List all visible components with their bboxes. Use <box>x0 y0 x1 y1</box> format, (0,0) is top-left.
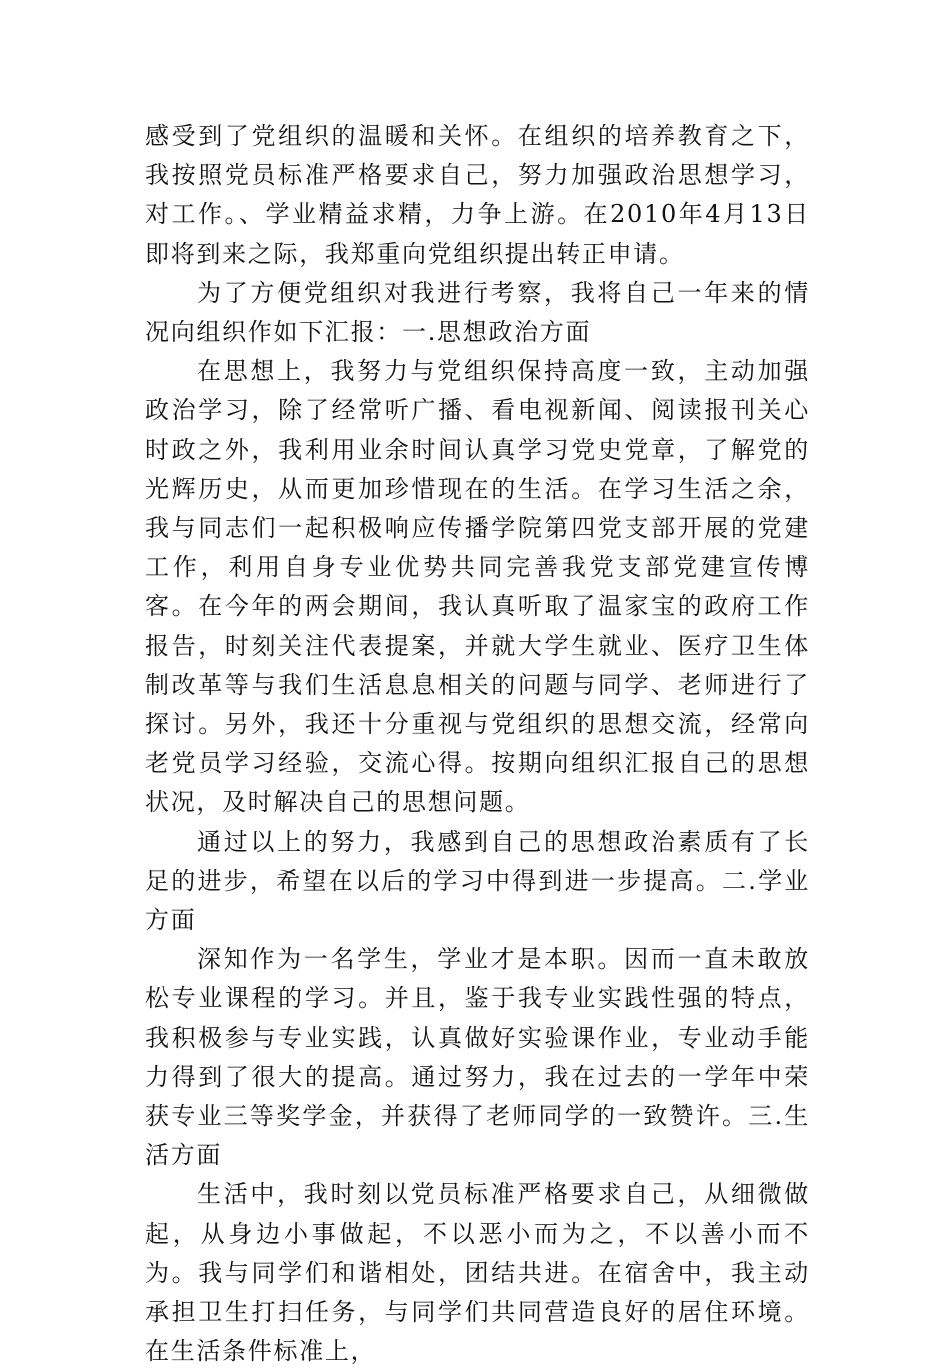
paragraph-3: 在思想上，我努力与党组织保持高度一致，主动加强政治学习，除了经常听广播、看电视新闻、阅读报刊关心时政之外，我利用业余时间认真学习党史党章，了解党的光辉历史，从而更加珍惜现在的生活。在学习生活之余，我与同志们一起积极响应传播学院第四党支部开展的党建工作，利用自身专业优势共同完善我党支部党建宣传博客。在今年的两会期间，我认真听取了温家宝的政府工作报告，时刻关注代表提案，并就大学生就业、医疗卫生体制改革等与我们生活息息相关的问题与同学、老师进行了探讨。另外，我还十分重视与党组织的思想交流，经常向老党员学习经验，交流心得。按期向组织汇报自己的思想状况，及时解决自己的思想问题。 <box>145 357 810 817</box>
paragraph-2: 为了方便党组织对我进行考察，我将自己一年来的情况向组织作如下汇报：一.思想政治方面 <box>145 278 810 347</box>
paragraph-1: 感受到了党组织的温暖和关怀。在组织的培养教育之下，我按照党员标准严格要求自己，努力加强政治思想学习，对工作。、学业精益求精，力争上游。在2010年4月13日即将到来之际，我郑重向党组织提出转正申请。 <box>145 122 810 268</box>
paragraph-6: 生活中，我时刻以党员标准严格要求自己，从细微做起，从身边小事做起，不以恶小而为之，不以善小而不为。我与同学们和谐相处，团结共进。在宿舍中，我主动承担卫生打扫任务，与同学们共同营造良好的居住环境。在生活条件标准上， <box>145 1180 810 1366</box>
paragraph-5: 深知作为一名学生，学业才是本职。因而一直未敢放松专业课程的学习。并且，鉴于我专业实践性强的特点，我积极参与专业实践，认真做好实验课作业，专业动手能力得到了很大的提高。通过努力，我在过去的一学年中荣获专业三等奖学金，并获得了老师同学的一致赞许。三.生活方面 <box>145 945 810 1170</box>
document-page <box>145 117 810 1372</box>
paragraph-4: 通过以上的努力，我感到自己的思想政治素质有了长足的进步，希望在以后的学习中得到进一步提高。二.学业方面 <box>145 827 810 935</box>
